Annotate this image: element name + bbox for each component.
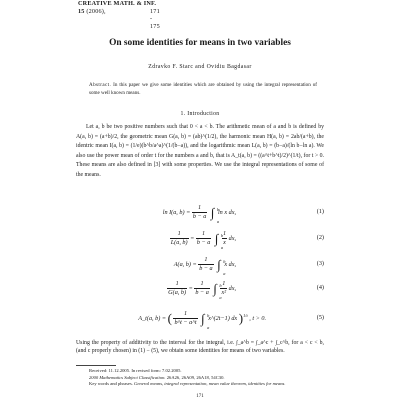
journal-volume: 15: [78, 7, 85, 15]
footnote-rule: [76, 365, 116, 366]
equation-3-body: [173, 256, 236, 276]
equation-4: [76, 280, 324, 300]
eq5-condition: , t > 0.: [249, 314, 266, 322]
journal-volume-line: [78, 7, 160, 30]
eq1-lhs: ln I(a, b) =: [162, 208, 191, 216]
journal-name: CREATIVE MATH. & INF.: [78, 0, 157, 7]
journal-header: [78, 0, 160, 30]
equation-1: [76, 204, 324, 224]
abstract-text: In this paper we give some identities which are obtained by using the integral representation of some well known means.: [89, 82, 317, 96]
received-note: Received: 11.12.2005. In revised form: 7.02.2005.: [89, 368, 182, 373]
keywords-label: Key words and phrases.: [89, 381, 133, 387]
keywords-note: [89, 381, 324, 388]
msc-note: [89, 375, 324, 382]
eq5-power: 1/t: [243, 312, 248, 318]
journal-pages: 171 - 175: [150, 7, 160, 30]
equation-2: [76, 230, 324, 250]
footnotes: [89, 368, 324, 388]
equation-3: [76, 256, 324, 276]
eq3-lhs: A(a, b) =: [173, 260, 197, 268]
abstract: [89, 82, 317, 97]
eq4-tail: dx,: [228, 284, 236, 292]
eq4-integral-sign: ∫ b a: [213, 280, 222, 300]
eq1-integrand: ln x dx,: [217, 208, 236, 216]
equation-5: [76, 310, 324, 330]
closing-paragraph: Using the property of additivity to the interval for the integral, i.e. ∫_a^b = ∫_a^c + ∫_c^b, for a < c < b, (and c properly chosen) in (1) − (5), we obtain some identities for means of two variables.: [76, 340, 324, 355]
equation-2-body: $\frac{1}{L(a, b)}$ = $\frac{1}{b - a}$ ∫ b a $\frac{1}{x}$ dx,: [170, 230, 236, 250]
eq2-integral-sign: ∫ b a: [214, 230, 224, 250]
eq4-integrand-fraction: $\frac{1}{\text{x²}}$: [221, 280, 227, 296]
intro-paragraph: [76, 123, 324, 181]
equation-2-number: (2): [316, 234, 324, 241]
eq4-lhs-fraction: $\frac{1}{G(a, b)}$: [168, 280, 187, 296]
abstract-label: Abstract.: [89, 82, 112, 88]
eq3-fraction: $\frac{1}{b - a}$: [199, 256, 213, 272]
page-number: 171: [196, 394, 204, 399]
equation-4-body: $\frac{1}{G(a, b)}$ = $\frac{1}{b - a}$ ∫ b a $\frac{1}{\text{x²}}$ dx,: [168, 280, 236, 300]
keywords-text: General means, integral representation, mean value theorem, identities for means.: [134, 381, 286, 387]
intro-text: Let a, b be two positive numbers such that 0 < a < b. The arithmetic mean of a and b is defined by A(a, b) = (a+b)/2, the geometric mean G(a, b) = (ab)^(1/2), the harmonic mean H(a, b) = 2ab/(a+b), the identric mean I(a, b) = (1/e)(b^b/a^a)^(1/(b−a)), and the logarithmic mean L(a, b) = (b−a)/(ln b−ln a). We also use the power mean of order t for the numbers a and b, that is A_t(a, b) = ((a^t+b^t)/2)^(1/t), for t > 0. These means are also defined in [3] with some properties. We use the integral representations of some of the means.: [76, 124, 324, 178]
paper-title: On some identities for means in two variables: [109, 38, 291, 48]
eq5-lhs: A_t(a, b) =: [138, 314, 167, 322]
msc-label: 2000 Mathematics Subject Classification.: [89, 374, 166, 380]
eq5-fraction: $\frac{1}{b\^{}t - a\^{}t}$: [174, 310, 197, 326]
eq5-integrand: x^(2t−1) dx: [208, 314, 238, 322]
msc-codes: 26A26, 26A09, 26A18, 54C30.: [166, 374, 225, 380]
eq2-tail: dx,: [228, 234, 236, 242]
eq2-fraction: $\frac{1}{b - a}$: [196, 230, 211, 246]
eq2-lhs-fraction: $\frac{1}{L(a, b)}$: [170, 230, 188, 246]
eq3-integrand: x dx,: [224, 260, 236, 268]
equation-5-number: (5): [316, 314, 324, 321]
journal-year: (2006),: [86, 7, 106, 15]
paper-authors: Zdravko F. Starc and Ovidiu Bagdasar: [148, 64, 252, 70]
eq2-integrand-fraction: $\frac{1}{x}$: [222, 230, 227, 246]
equation-5-body: A_t(a, b) = ( $\frac{1}{b\^{}t - a\^{}t}$ ∫ b a x^(2t−1) dx )$^{1/t}$ , t > 0.: [138, 310, 266, 330]
eq1-integral-sign: ∫ b a: [210, 204, 220, 224]
equation-1-number: (1): [316, 208, 324, 215]
eq3-integral-sign: ∫ b a: [217, 256, 226, 276]
equation-4-number: (4): [316, 284, 324, 291]
equation-1-body: [162, 204, 236, 224]
eq5-integral-sign: ∫ b a: [201, 310, 210, 330]
equation-3-number: (3): [316, 260, 324, 267]
eq1-fraction: $\frac{1}{b - a}$: [192, 204, 207, 220]
section-heading: 1. Introduction: [180, 111, 220, 117]
eq4-fraction: $\frac{1}{b - a}$: [195, 280, 209, 296]
